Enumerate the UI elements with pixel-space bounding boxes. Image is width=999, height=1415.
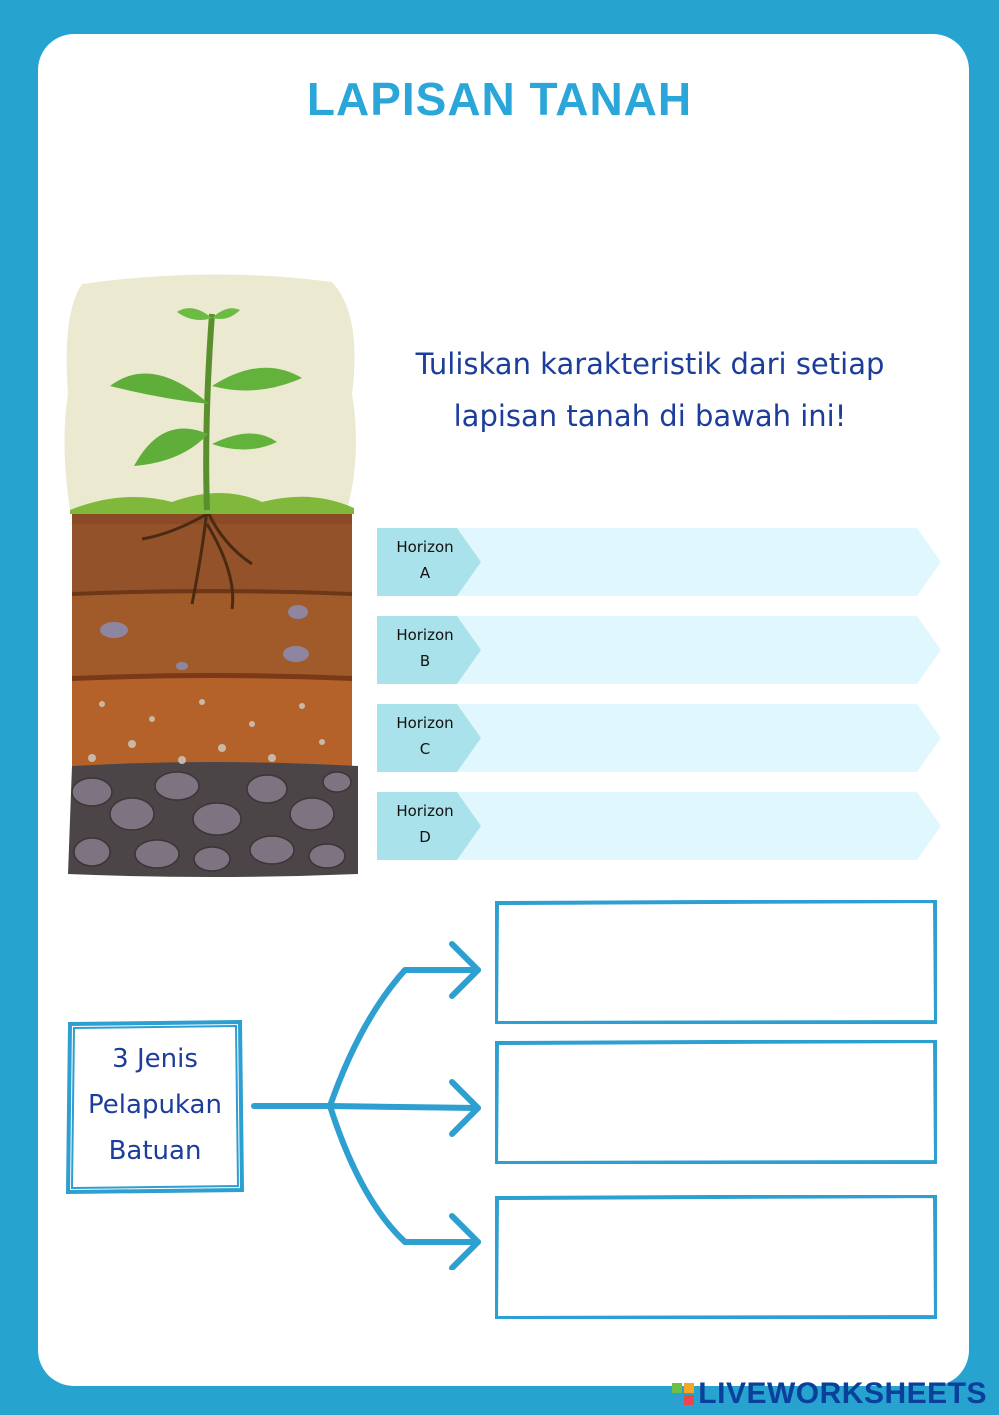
horizon-a-word: Horizon — [396, 538, 454, 556]
horizon-d-word: Horizon — [396, 802, 454, 820]
weathering-topic-text — [66, 1036, 244, 1174]
weathering-answer-box-1 — [495, 900, 937, 1024]
page-title: LAPISAN TANAH — [306, 73, 693, 125]
horizon-d-label — [385, 798, 465, 850]
weathering-answer-3[interactable] — [507, 1205, 929, 1313]
horizon-c-letter: C — [419, 740, 431, 758]
horizon-d-letter: D — [419, 828, 431, 846]
horizon-row-a — [377, 528, 941, 596]
weathering-line-2: Pelapukan — [88, 1090, 222, 1120]
horizon-b-label — [385, 622, 465, 674]
liveworksheets-wordmark: LIVEWORKSHEETS — [698, 1377, 987, 1410]
horizon-row-c — [377, 704, 941, 772]
weathering-line-1: 3 Jenis — [112, 1044, 198, 1074]
instruction-line-2: lapisan tanah di bawah ini! — [453, 399, 847, 433]
branch-arrows — [240, 930, 496, 1270]
weathering-topic-box — [66, 1020, 244, 1194]
horizon-row-d — [377, 792, 941, 860]
horizon-c-label — [385, 710, 465, 762]
horizon-row-b — [377, 616, 941, 684]
horizon-a-letter: A — [419, 564, 431, 582]
instruction-text — [370, 338, 930, 442]
horizon-a-input[interactable] — [487, 538, 891, 588]
weathering-line-3: Batuan — [108, 1136, 202, 1166]
weathering-answer-2[interactable] — [507, 1050, 929, 1158]
horizon-d-input[interactable] — [487, 802, 891, 852]
liveworksheets-logo-icon — [672, 1383, 694, 1405]
weathering-answer-box-2 — [495, 1040, 937, 1164]
soil-layers-illustration — [62, 274, 360, 880]
horizon-c-input[interactable] — [487, 714, 891, 764]
horizon-b-input[interactable] — [487, 626, 891, 676]
weathering-answer-1[interactable] — [507, 910, 929, 1018]
horizon-b-letter: B — [419, 652, 431, 670]
liveworksheets-brand — [672, 1377, 987, 1411]
instruction-line-1: Tuliskan karakteristik dari setiap — [415, 347, 885, 381]
horizon-a-label — [385, 534, 465, 586]
weathering-answer-box-3 — [495, 1195, 937, 1319]
horizon-b-word: Horizon — [396, 626, 454, 644]
horizon-c-word: Horizon — [396, 714, 454, 732]
